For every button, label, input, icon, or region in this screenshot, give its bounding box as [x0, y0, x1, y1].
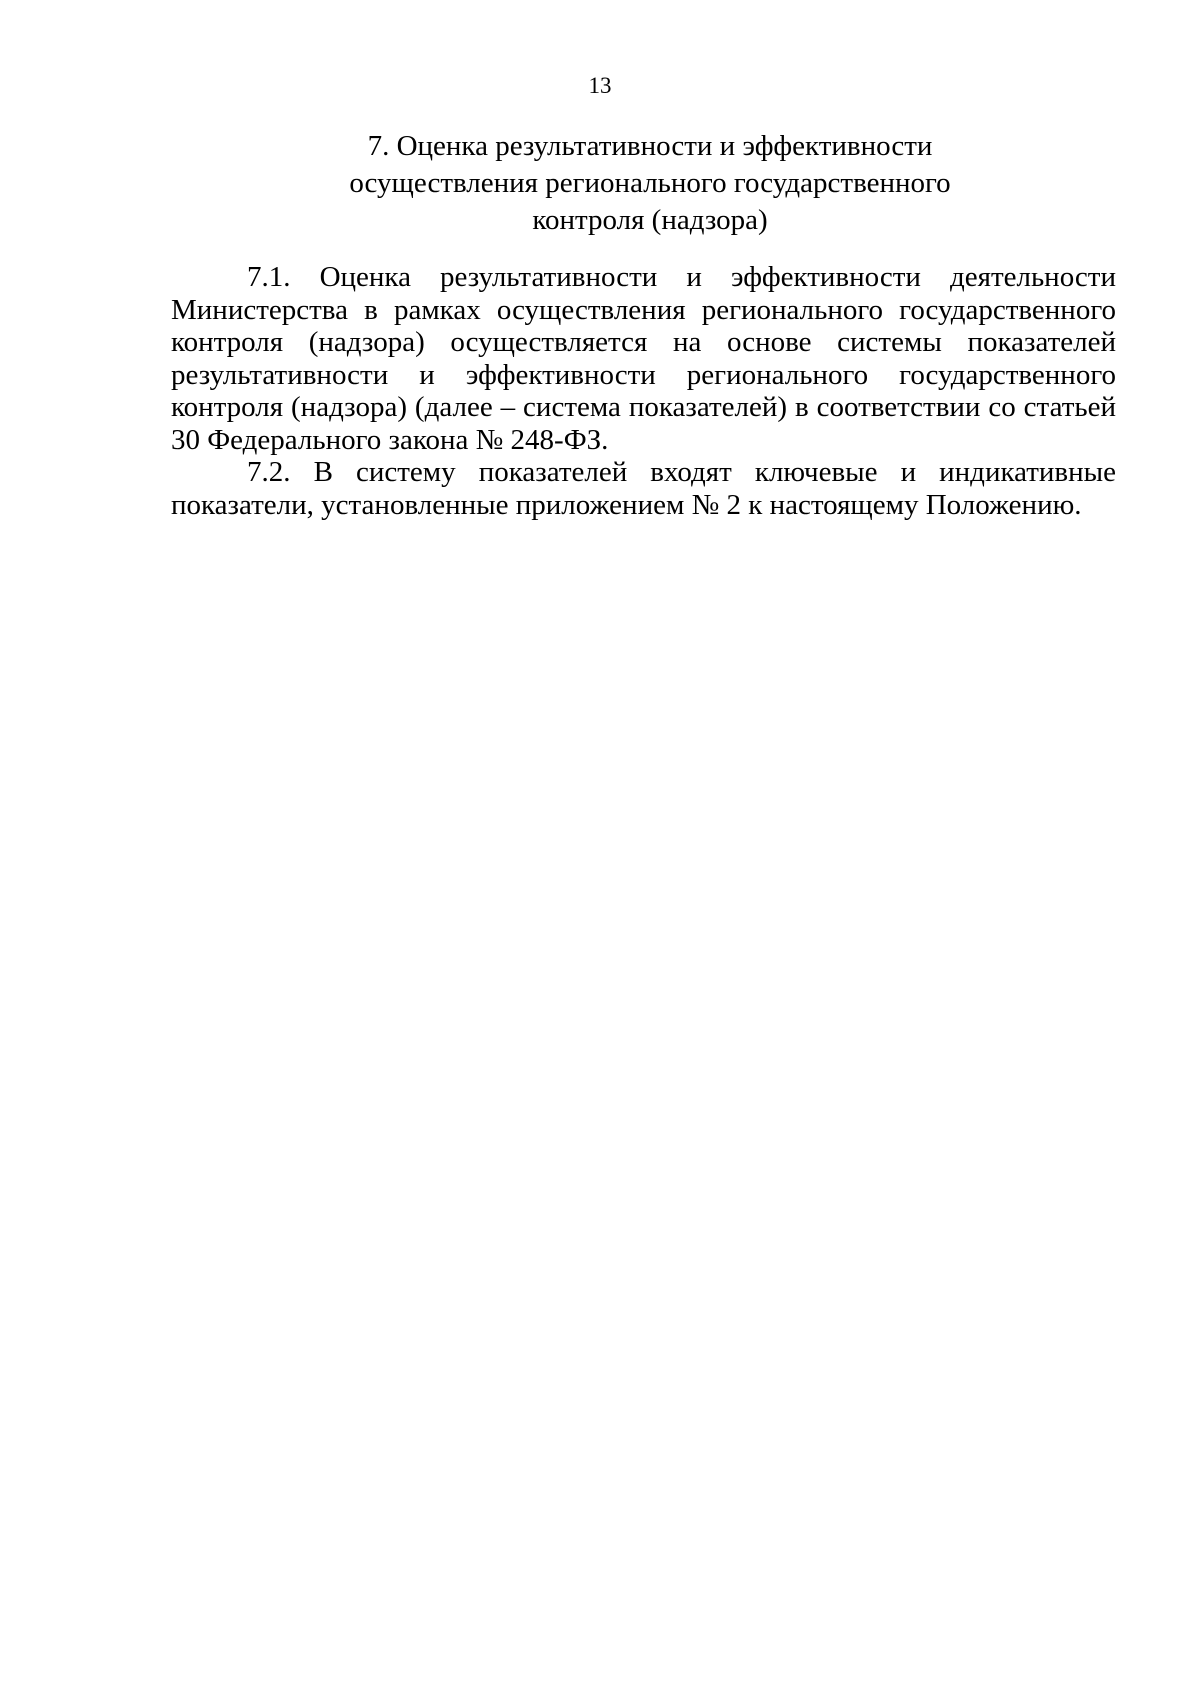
section-title-line-3: контроля (надзора): [532, 204, 768, 236]
section-title-line-2: осуществления регионального государственного: [349, 167, 951, 199]
paragraph-7-1: 7.1. Оценка результативности и эффективности деятельности Министерства в рамках осуществления регионального государственного контроля (надзора) осуществляется на основе системы показателей результативности и эффективности регионального государственного контроля (надзора) (далее – система показателей) в соответствии со статьей 30 Федерального закона № 248-ФЗ.: [171, 261, 1116, 456]
section-title-line-1: 7. Оценка результативности и эффективности: [367, 130, 933, 162]
paragraph-7-2: 7.2. В систему показателей входят ключевые и индикативные показатели, установленные приложением № 2 к настоящему Положению.: [171, 456, 1116, 521]
section-title: [200, 128, 1100, 239]
page-number: 13: [588, 73, 612, 98]
document-body: [171, 261, 1116, 521]
